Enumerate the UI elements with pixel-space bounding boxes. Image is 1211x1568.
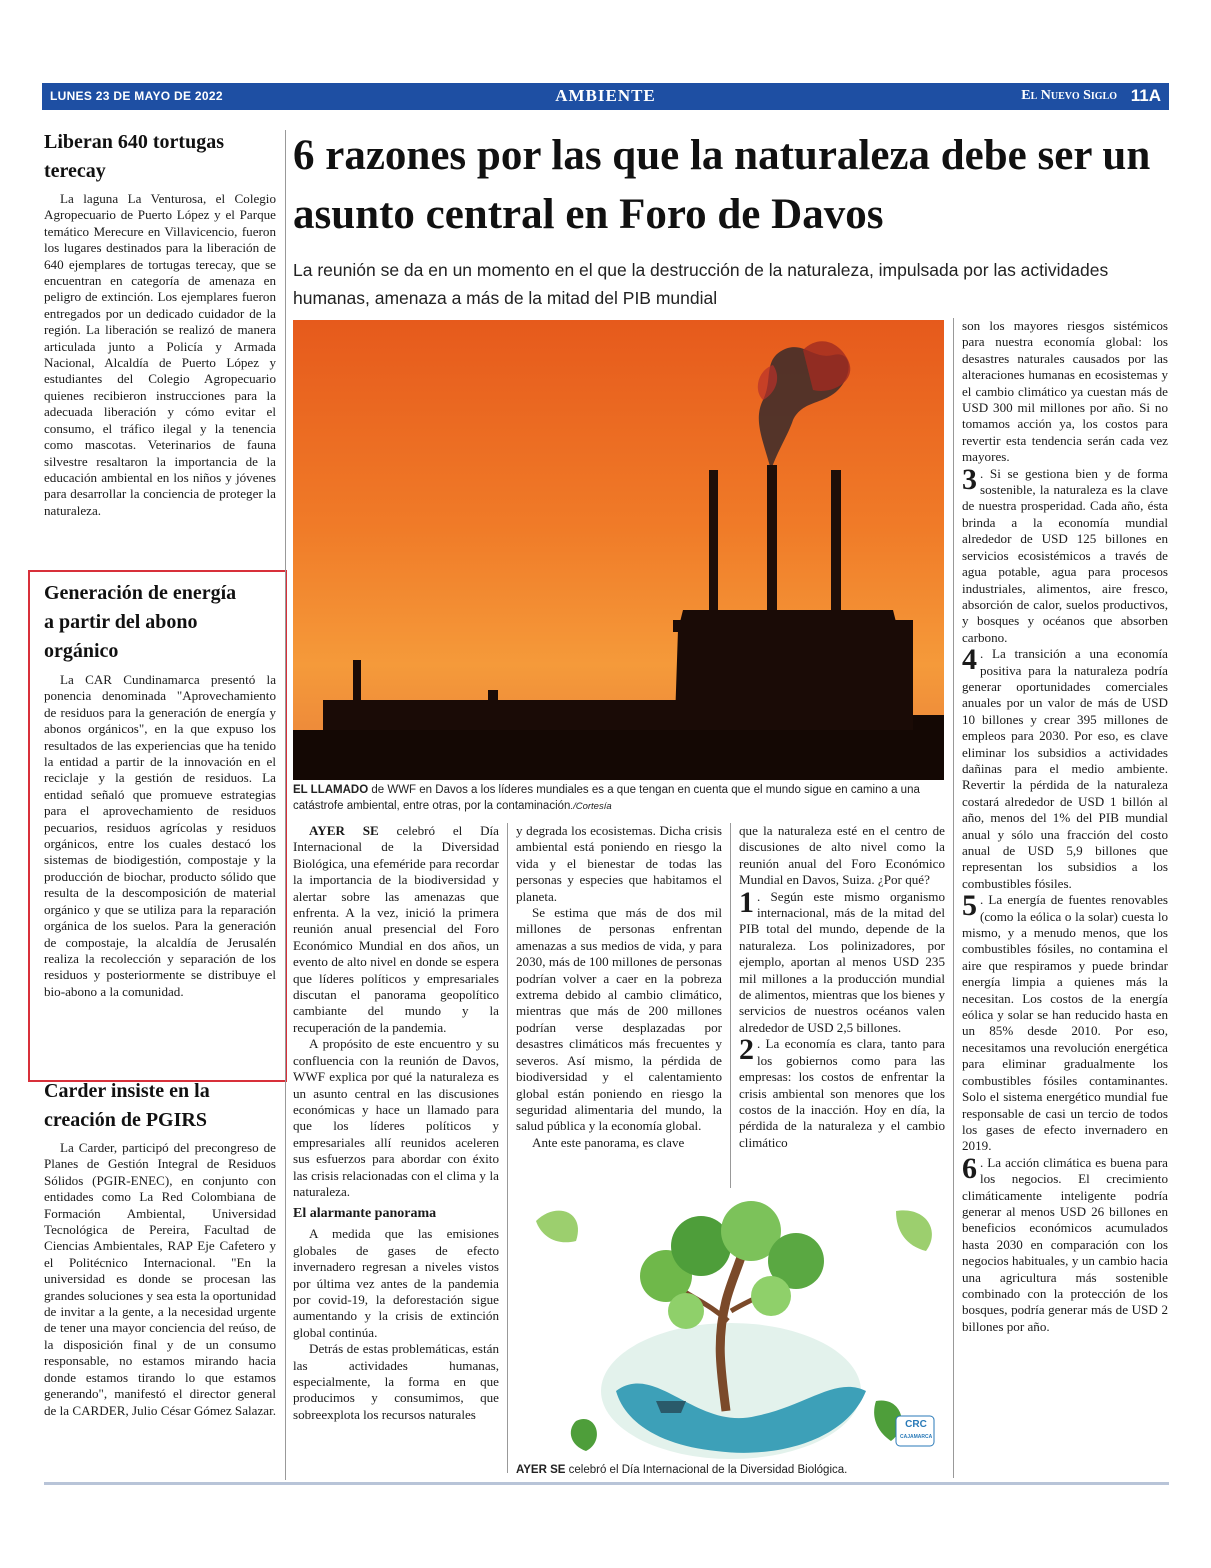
main-headline: 6 razones por las que la naturaleza debe ser un asunto central en Foro de Davos: [293, 132, 1151, 238]
article-column-3: que la naturaleza esté en el centro de discusiones de alto nivel como la reunión anual del Foro Económico Mundial en Davos, Suiza. ¿Por qué? 1 . Según este mismo organismo internacional, más de la mitad del PIB total del mundo, depende de la naturaleza. Los polinizadores, por ejemplo, aportan al menos USD 235 mil millones a la producción mundial de alimentos, mientras que los bienes y servicios de nuestros océanos valen alrededor de USD 2,5 billones. 2 . La economía es clara, tanto para los gobiernos como para las empresas: los costos de enfrentar la crisis ambiental son menores que los costos de la inacción. Hoy en día, la pérdida de la naturaleza y el cambio climático: [739, 823, 945, 1150]
article-column-2: y degrada los ecosistemas. Dicha crisis ambiental está poniendo en riesgo la vida y el bienestar de todas las personas y especies que habitamos el planeta. Se estima que más de dos mil millones de personas enfrentan amenazas a sus medios de vida, y para 2030, más de 100 millones de personas podrían volver a caer en la pobreza extrema debido al cambio climático, mientras que más de 200 millones podrían verse desplazadas por desastres climáticos más frecuentes y severos. Así mismo, la pérdida de biodiversidad y el calentamiento global están poniendo en riesgo la seguridad alimentaria del mundo, la salud pública y la economía global. Ante este panorama, es clave: [516, 823, 722, 1150]
main-subhead: La reunión se da en un momento en el que la destrucción de la naturaleza, impulsada por las actividades humanas, amenaza a más de la mitad del PIB mundial: [293, 260, 1109, 308]
story-title: Liberan 640 tortugas terecay: [44, 131, 224, 182]
page-number: 11A: [1130, 86, 1161, 105]
sidebar-story-abono: [44, 579, 276, 1000]
factory-sunset-photo: [293, 320, 944, 780]
crc-logo: CRC CAJAMARCA: [900, 1419, 933, 1440]
section-name: AMBIENTE: [555, 86, 656, 105]
issue-date: LUNES 23 DE MAYO DE 2022: [50, 89, 223, 103]
photo-caption: EL LLAMADO de WWF en Davos a los líderes mundiales es a que tengan en cuenta que el mundo sigue en camino a una catástrofe ambiental, entre otras, por la contaminación./Cortesía: [293, 784, 920, 812]
page-header-bar: [42, 83, 1169, 110]
column-divider: [285, 130, 286, 1480]
sidebar-story-carder: [44, 1077, 276, 1419]
column-divider: [953, 318, 954, 1478]
newspaper-brand: El Nuevo Siglo: [1021, 88, 1117, 103]
column-divider: [730, 823, 731, 1188]
sidebar-story-tortugas: [44, 128, 276, 519]
biodiversity-illustration: [516, 1201, 945, 1459]
section-subtitle: El alarmante panorama: [293, 1206, 437, 1222]
story-title: Carder insiste en la creación de PGIRS: [44, 1080, 210, 1131]
story-body: La CAR Cundinamarca presentó la ponencia denominada "Aprovechamiento de residuos para la generación de energía y abonos orgánicos", en la que expuso los resultados de las experiencias que ha tenido la entidad a partir de la innovación en el reciclaje y la gestión de residuos. La entidad señaló que promueve estrategias para el aprovechamiento de residuos pecuarios, residuos agrícolas y residuos orgánicos, entre los cuales destacó los sistemas de biodigestión, compostaje y la producción de biochar, producto sólido que resulta de la descomposición de material orgánico y que se utiliza para la reparación orgánica de los suelos. Para la generación de compostaje, la alcaldía de Jerusalén realiza la recolección y separación de los residuos y posteriormente se distribuye el bio-abono a la comunidad.: [44, 672, 276, 999]
story-body: La laguna La Venturosa, el Colegio Agropecuario de Puerto López y el Parque temático Merecure en Villavicencio, fueron los lugares destinados para la liberación de 640 ejemplares de tortugas terecay, que se encuentran en categoría de amenaza en peligro de extinción. Los ejemplares fueron entregados por un dedicado cuidador de la región. La liberación se realizó de manera articulada junto a Policía y Armada Nacional, Alcaldía de Puerto López y estudiantes del Colegio Agropecuario quienes recibieron instrucciones para la adecuada liberación y cómo evitar el consumo, el tráfico ilegal y la tenencia como mascotas. Veterinarios de fauna silvestre resaltaron la importancia de la educación ambiental en los niños y jóvenes para desarrollar la conciencia de proteger la naturaleza.: [44, 191, 276, 518]
illustration-caption: AYER SE celebró el Día Internacional de la Diversidad Biológica.: [516, 1464, 848, 1476]
story-title: Generación de energía a partir del abono orgánico: [44, 582, 237, 662]
page-bottom-rule: [44, 1482, 1169, 1485]
story-body: La Carder, participó del precongreso de Planes de Gestión Integral de Residuos Sólidos (PGIR-ENEC), en conjunto con entidades como La Red Colombiana de Formación Ambiental, Universidad Tecnológica de Pereira, Facultad de Ciencias Ambientales, RAP Eje Cafetero y el Politécnico Internacional. "En la universidad es donde se procesan las grandes soluciones y sea esta la oportunidad de invitar a la gente, a la necesidad urgente de tener una mayor conciencia del reúso, de la disposición final y de un consumo responsable, no estamos mirando hacia donde estamos tirando lo que estamos generando", manifestó el director general de la CARDER, Julio César Gómez Salazar.: [44, 1140, 276, 1418]
article-column-4: son los mayores riesgos sistémicos para nuestra economía global: los desastres naturales causados por las alteraciones humanas en ecosistemas y el cambio climático ya cuestan más de USD 300 mil millones por año. Si no tomamos acción ya, los costos para revertir esta tendencia serán cada vez mayores. 3 . Si se gestiona bien y de forma sostenible, la naturaleza es la clave de nuestra prosperidad. Cada año, ésta brinda a la economía mundial alrededor de USD 125 billones en servicios ecosistémicos a través de agua potable, agua para procesos industriales, alimentos, aire fresco, absorción de calor, suelos productivos, y bosques y océanos que absorben carbono. 4 . La transición a una economía positiva para la naturaleza podría generar oportunidades comerciales anuales por un valor de más de USD 10 billones y crear 395 millones de empleos para 2030. Por eso, es clave eliminar los subsidios a actividades dañinas para el medio ambiente. Revertir la pérdida de la naturaleza costará alrededor de USD 1 billón al año, menos del 1% del PIB mundial anual y sólo una fracción del costo anual de USD 5,9 billones que representan los subsidios a los combustibles fósiles. 5 . La energía de fuentes renovables (como la eólica o la solar) cuesta lo mismo, y a menudo menos, que los combustibles fósiles, no contamina el aire que respiramos y puede brindar energía limpia a quienes más la necesitan. Los costos de la energía eólica y solar se han reducido hasta en un 85% desde 2010. Por eso, necesitamos una revolución energética para eliminar gradualmente los combustibles fósiles contaminantes. Solo el sistema energético mundial fue responsable de casi un tercio de todos los gases de efecto invernadero en 2019. 6 . La acción climática es buena para los negocios. El crecimiento climáticamente inteligente podría generar al menos USD 26 billones en beneficios económicos acumulados hasta 2030 en comparación con los negocios habituales, y un cambio hacia una agricultura más sostenible combinado con la protección de los bosques, podría generar más de USD 2 billones por año.: [962, 318, 1168, 1334]
article-column-1: AYER SE celebró el Día Internacional de la Diversidad Biológica, una efeméride para recordar la importancia de la biodiversidad y alertar sobre las amenazas que enfrenta. A la vez, inició la primera reunión anual presencial del Foro Económico Mundial en dos años, un evento de alto nivel en donde se espera que líderes políticos y empresariales discutan el panorama geopolítico cambiante del mundo y la recuperación de la pandemia. A propósito de este encuentro y su confluencia con la reunión de Davos, WWF explica por qué la naturaleza es un asunto central en las discusiones económicas y hace un llamado para que los líderes políticos y empresariales allí reunidos aceleren sus esfuerzos para abordar con éxito las crisis relacionadas con el clima y la naturaleza. El alarmante panorama A medida que las emisiones globales de gases de efecto invernadero regresan a niveles vistos por última vez antes de la pandemia por covid-19, la deforestación sigue aumentando y la crisis de extinción global continúa. Detrás de estas problemáticas, están las actividades humanas, especialmente, la forma en que producimos y consumimos, que sobreexplota los recursos naturales: [293, 823, 499, 1422]
column-divider: [507, 823, 508, 1473]
